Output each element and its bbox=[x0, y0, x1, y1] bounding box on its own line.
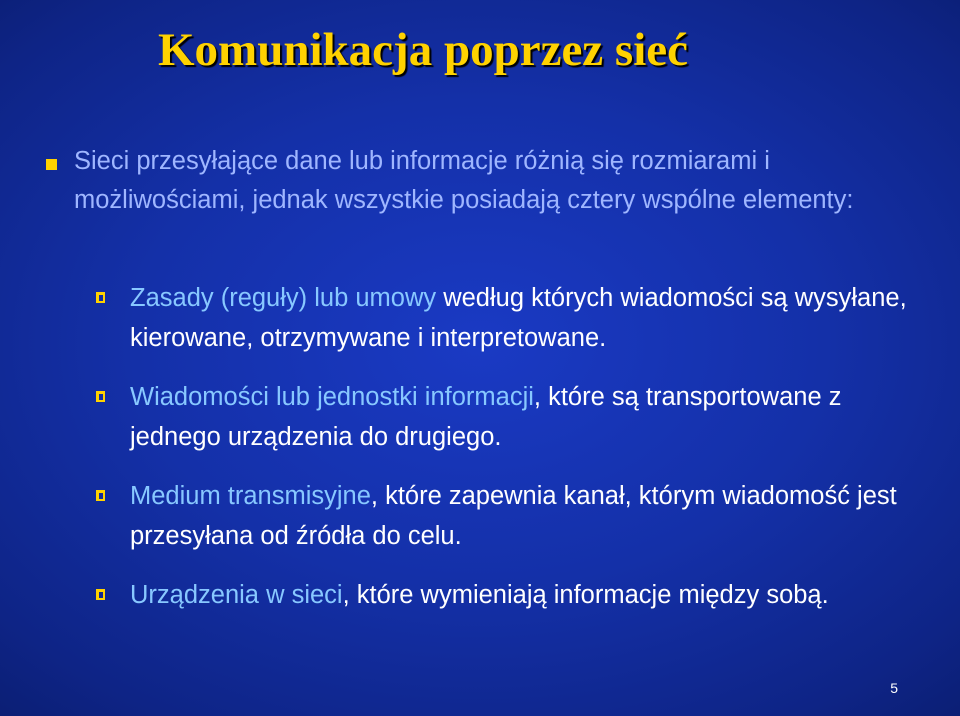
sub-bullet-list bbox=[130, 278, 930, 634]
sub-bullet-highlight: Medium transmisyjne bbox=[130, 482, 371, 510]
sub-bullet-text: według których wiadomości są wysyłane, kierowane, otrzymywane i interpretowane. bbox=[130, 284, 907, 352]
sub-bullet-highlight: Wiadomości lub jednostki informacji bbox=[130, 383, 534, 411]
sub-bullet-rules bbox=[130, 278, 930, 358]
sub-bullet-medium bbox=[130, 476, 930, 556]
hollow-square-bullet-icon bbox=[96, 490, 105, 501]
sub-bullet-devices bbox=[130, 575, 930, 615]
hollow-square-bullet-icon bbox=[96, 292, 105, 303]
hollow-square-bullet-icon bbox=[96, 391, 105, 402]
sub-bullet-text: , które zapewnia kanał, którym wiadomość jest przesyłana od źródła do celu. bbox=[130, 482, 897, 550]
sub-bullet-highlight: Zasady (reguły) lub umowy bbox=[130, 284, 437, 312]
sub-bullet-text: , które są transportowane z jednego urządzenia do drugiego. bbox=[130, 383, 842, 451]
sub-bullet-text: , które wymieniają informacje między sobą. bbox=[342, 581, 829, 609]
main-bullet-text: Sieci przesyłające dane lub informacje różnią się rozmiarami i możliwościami, jednak wszystkie posiadają cztery wspólne elementy: bbox=[74, 147, 854, 214]
sub-bullet-highlight: Urządzenia w sieci bbox=[130, 581, 343, 609]
square-bullet-icon bbox=[46, 159, 57, 170]
slide-title: Komunikacja poprzez sieć bbox=[158, 24, 688, 76]
page-number: 5 bbox=[890, 680, 898, 696]
main-bullet bbox=[74, 142, 894, 219]
hollow-square-bullet-icon bbox=[96, 589, 105, 600]
sub-bullet-messages bbox=[130, 377, 930, 457]
